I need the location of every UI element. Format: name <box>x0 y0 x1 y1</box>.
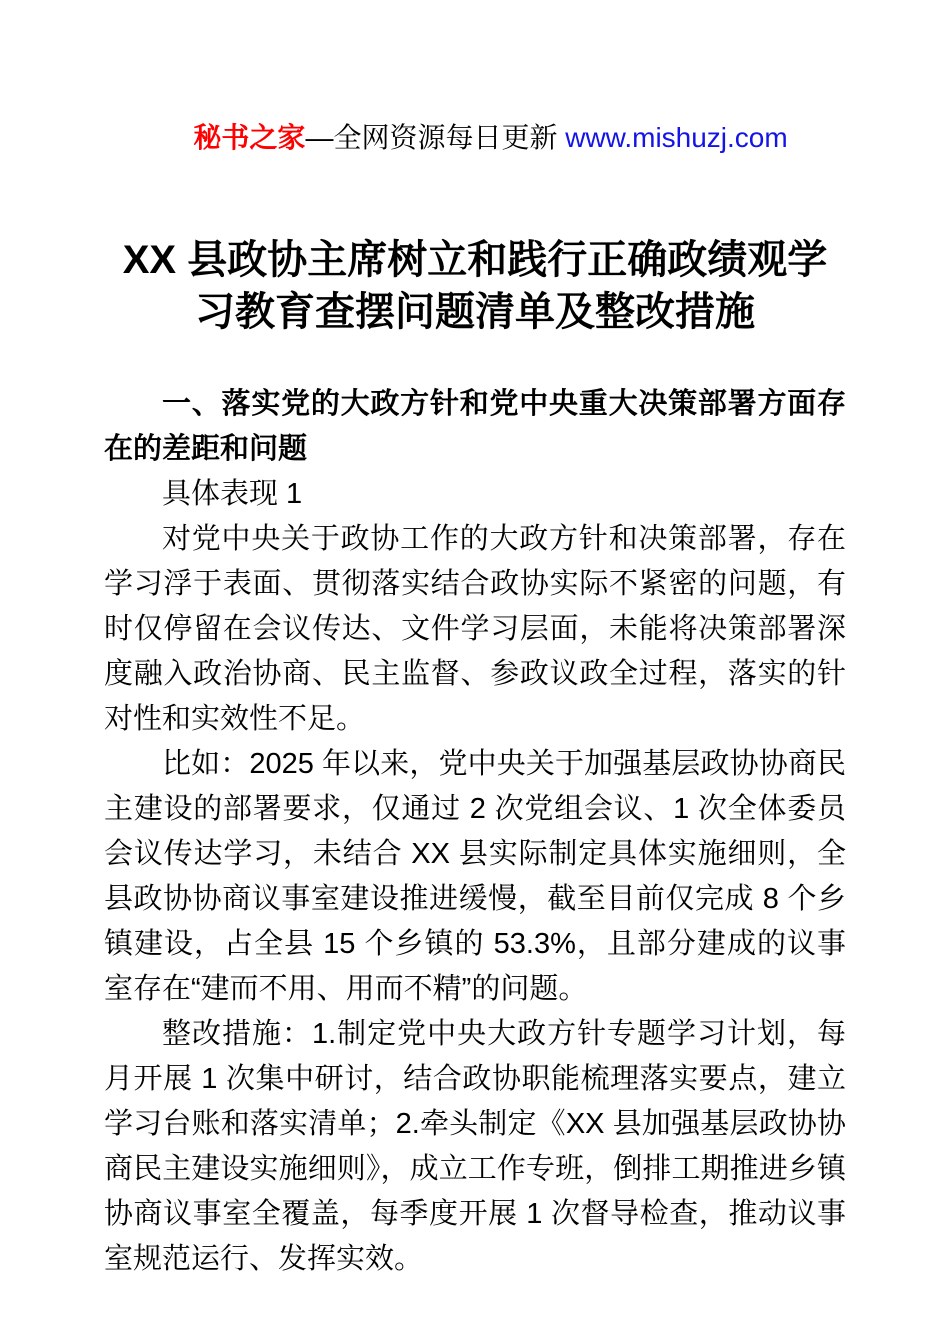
subsection-label: 具体表现 1 <box>162 478 303 510</box>
site-url-link[interactable]: www.mishuzj.com <box>565 122 788 153</box>
section-heading: 一、落实党的大政方针和党中央重大决策部署方面存在的差距和问题 <box>104 388 846 465</box>
paragraph-rectification-measures: 整改措施：1.制定党中央大政方针专题学习计划，每月开展 1 次集中研讨，结合政协职能梳理落实要点，建立学习台账和落实清单；2.牵头制定《XX 县加强基层政协协商民主建设实施细则》，成立工作专班，倒排工期推进乡镇协商议事室全覆盖，每季度开展 1 次督导检查，推动议事室规范运行、发挥实效。 <box>104 1018 846 1275</box>
paragraph-example: 比如：2025 年以来，党中央关于加强基层政协协商民主建设的部署要求，仅通过 2 次党组会议、1 次全体委员会议传达学习，未结合 XX 县实际制定具体实施细则，全县政协协商议事室建设推进缓慢，截至目前仅完成 8 个乡镇建设，占全县 15 个乡镇的 53.3%，且部分建成的议事室存在“建而不用、用而不精”的问题。 <box>104 748 846 1005</box>
page-title: XX 县政协主席树立和践行正确政绩观学习教育查摆问题清单及整改措施 <box>122 238 828 334</box>
site-brand: 秘书之家 <box>193 122 306 153</box>
document-body <box>104 382 846 1282</box>
site-header <box>0 0 950 192</box>
site-tagline: —全网资源每日更新 <box>305 122 566 153</box>
paragraph-problem-description: 对党中央关于政协工作的大政方针和决策部署，存在学习浮于表面、贯彻落实结合政协实际不紧密的问题，有时仅停留在会议传达、文件学习层面，未能将决策部署深度融入政治协商、民主监督、参政议政全过程，落实的针对性和实效性不足。 <box>104 523 846 735</box>
